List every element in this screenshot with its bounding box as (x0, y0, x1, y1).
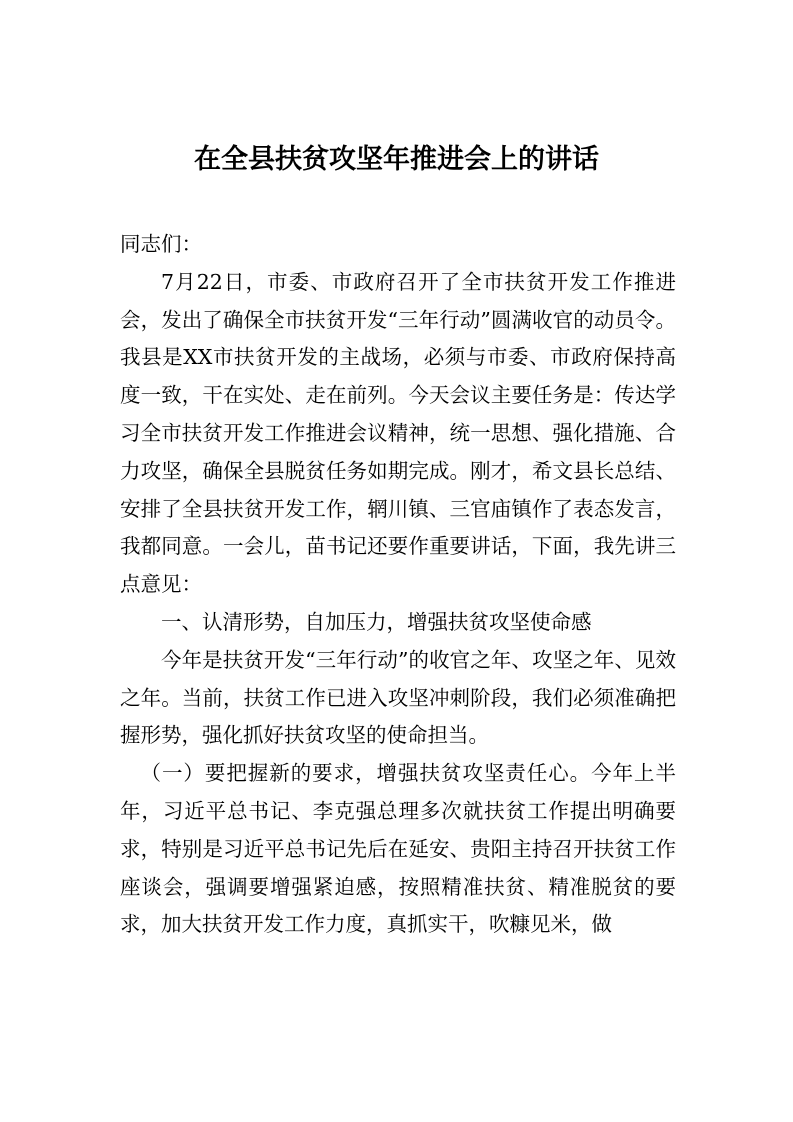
document-title: 在全县扶贫攻坚年推进会上的讲话 (194, 144, 599, 175)
section-heading-1: 一、认清形势，自加压力，增强扶贫攻坚使命感 (161, 609, 592, 634)
paragraph-subsection-1: （一）要把握新的要求，增强扶贫攻坚责任心。今年上半年，习近平总书记、李克强总理多次就扶贫工作提出明确要求，特别是习近平总书记先后在延安、贵阳主持召开扶贫工作座谈会，强调要增强紧迫感，按照精准扶贫、精准脱贫的要求，加大扶贫开发工作力度，真抓实干，吹糠见米，做 (120, 761, 676, 937)
paragraph-intro: 7月22日，市委、市政府召开了全市扶贫开发工作推进会，发出了确保全市扶贫开发“三年行动”圆满收官的动员令。我县是XX市扶贫开发的主战场，必须与市委、市政府保持高度一致，干在实处、走在前列。今天会议主要任务是：传达学习全市扶贫开发工作推进会议精神，统一思想、强化措施、合力攻坚，确保全县脱贫任务如期完成。刚才，希文县长总结、安排了全县扶贫开发工作，辋川镇、三官庙镇作了表态发言，我都同意。一会儿，苗书记还要作重要讲话，下面，我先讲三点意见： (120, 269, 676, 597)
paragraph-section-1: 今年是扶贫开发“三年行动”的收官之年、攻坚之年、见效之年。当前，扶贫工作已进入攻坚冲刺阶段，我们必须准确把握形势，强化抓好扶贫攻坚的使命担当。 (120, 647, 676, 748)
salutation: 同志们： (120, 232, 202, 256)
document-body (120, 226, 676, 944)
